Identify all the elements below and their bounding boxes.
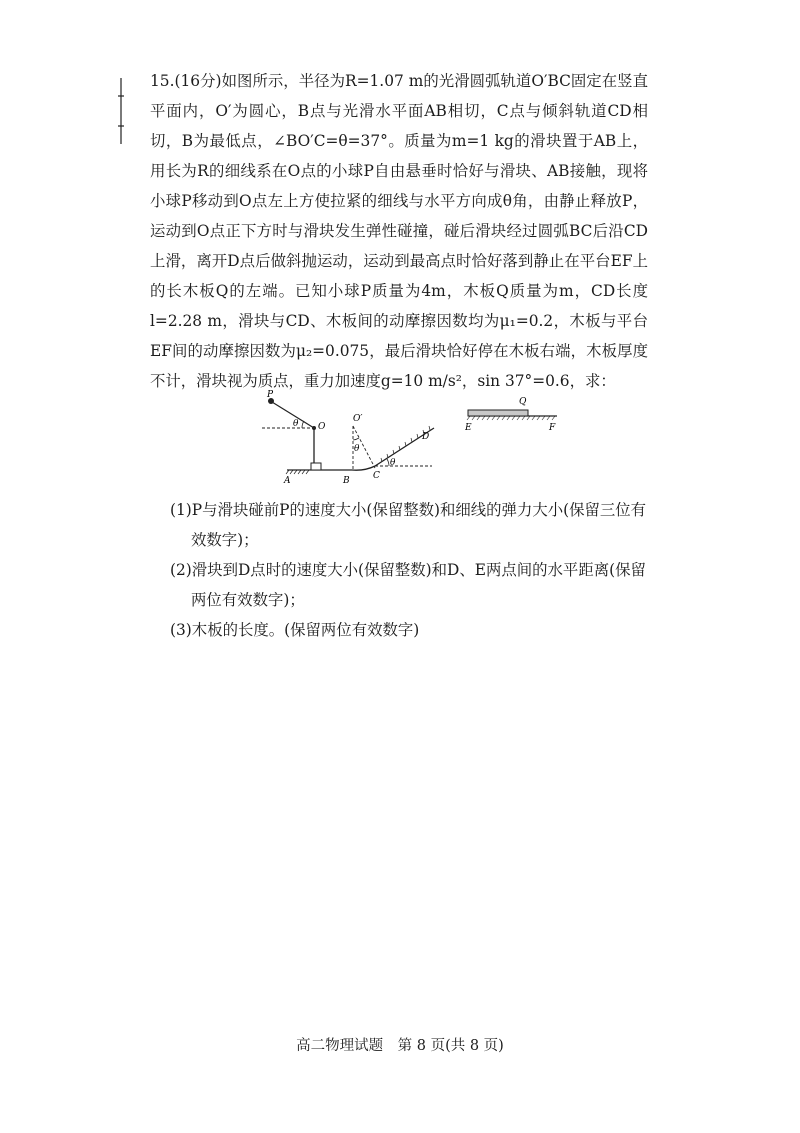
label-p: P (267, 390, 274, 400)
label-a: A (284, 476, 291, 486)
label-e: E (465, 423, 472, 433)
label-theta-oprime: θ (354, 444, 360, 454)
label-theta-o: θ (293, 419, 299, 429)
platform-hatching (467, 416, 555, 420)
label-theta-c: θ (390, 458, 396, 468)
theta-arc-o (302, 421, 304, 428)
binding-margin-marks (118, 78, 128, 144)
label-b: B (343, 476, 350, 486)
label-o-prime: O′ (353, 414, 363, 424)
platform-diagram (465, 390, 560, 435)
label-d: D (422, 432, 430, 442)
theta-arc-oprime (353, 438, 359, 440)
label-o: O (318, 422, 326, 432)
label-q: Q (519, 397, 527, 407)
slider-block (311, 463, 321, 470)
page-footer: 高二物理试题 第 8 页(共 8 页) (296, 1038, 504, 1054)
board-q (468, 410, 528, 416)
theta-arc-c (387, 459, 389, 466)
problem-statement: 15.(16分)如图所示，半径为R=1.07 m的光滑圆弧轨道O′BC固定在竖直平面内，O′为圆心，B点与光滑水平面AB相切，C点与倾斜轨道CD相切，B为最低点，∠BO′C=θ=37°。质量为m=1 kg的滑块置于AB上，用长为R的细线系在O点的小球P自由悬垂时恰好与滑块、AB接触，现将小球P移动到O点左上方使拉紧的细线与水平方向成θ角，由静止释放P，运动到O点正下方时与滑块发生弹性碰撞，碰后滑块经过圆弧BC后沿CD上滑，离开D点后做斜抛运动，运动到最高点时恰好落到静止在平台EF上的长木板Q的左端。已知小球P质量为4m，木板Q质量为m，CD长度l=2.28 m，滑块与CD、木板间的动摩擦因数均为μ₁=0.2，木板与平台EF间的动摩擦因数为μ₂=0.075，最后滑块恰好停在木板右端，木板厚度不计，滑块视为质点，重力加速度g=10 m/s²，sin 37°=0.6，求： (150, 72, 648, 390)
label-c: C (373, 471, 380, 481)
question-1: (1)P与滑块碰前P的速度大小(保留整数)和细线的弹力大小(保留三位有效数字)； (170, 501, 647, 549)
figures (150, 390, 648, 490)
question-2: (2)滑块到D点时的速度大小(保留整数)和D、E两点间的水平距离(保留两位有效数字)； (170, 561, 646, 609)
label-f: F (549, 423, 556, 433)
problem-15 (150, 66, 648, 396)
questions (170, 495, 648, 645)
track-diagram (262, 390, 437, 486)
ground-hatching (286, 470, 309, 474)
question-3: (3)木板的长度。(保留两位有效数字) (170, 621, 420, 639)
arc-bc (352, 466, 375, 470)
